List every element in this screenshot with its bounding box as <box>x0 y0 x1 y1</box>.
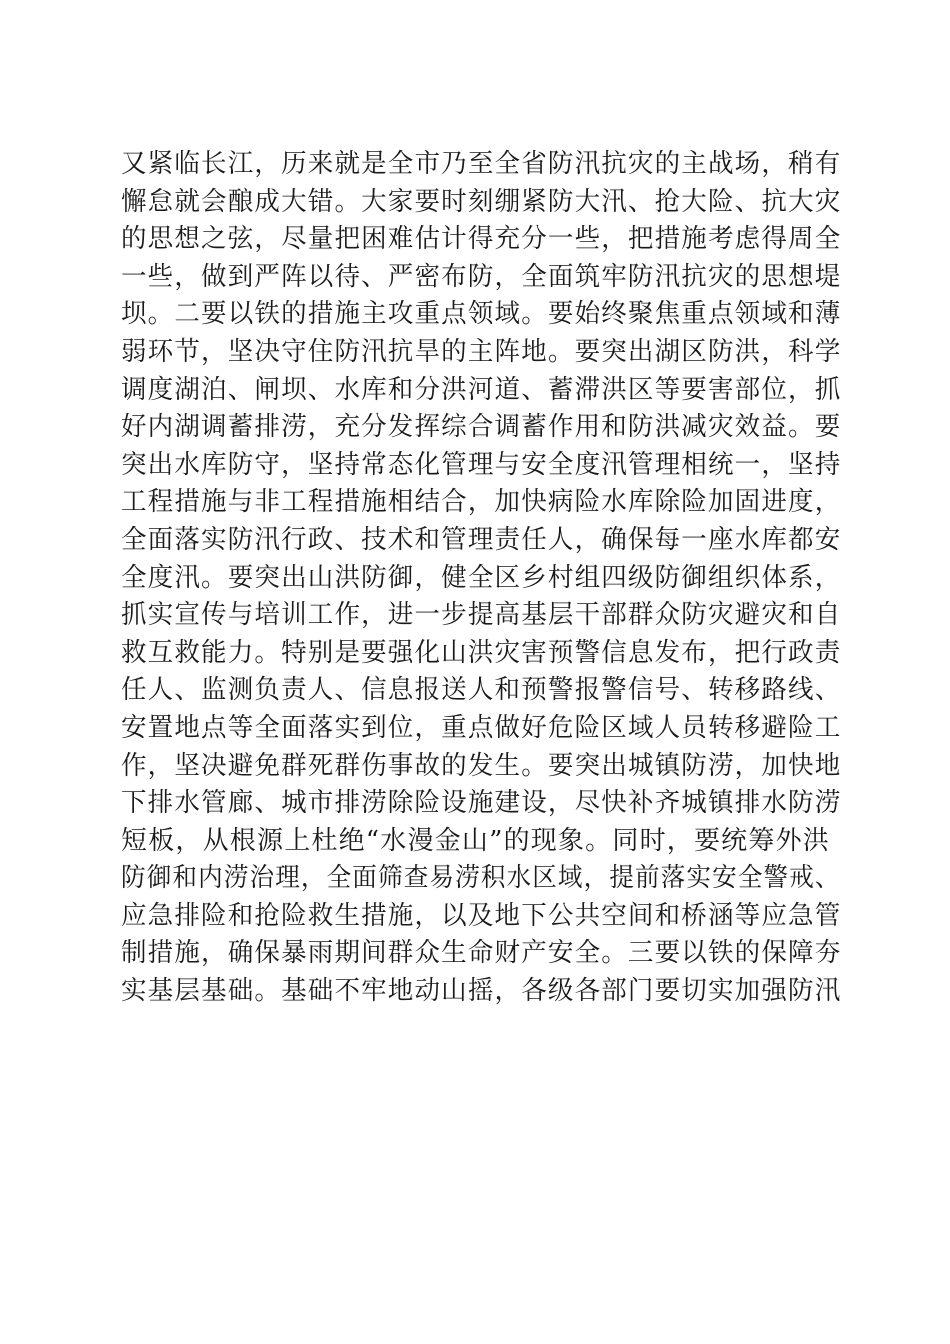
text-line: 防御和内涝治理，全面筛查易涝积水区域，提前落实安全警戒、 <box>121 863 841 894</box>
text-line: 实基层基础。基础不牢地动山摇，各级各部门要切实加强防汛 <box>121 976 842 1007</box>
text-line: 调度湖泊、闸坝、水库和分洪河道、蓄滞洪区等要害部位，抓 <box>121 374 842 405</box>
text-line: 一些，做到严阵以待、严密布防，全面筑牢防汛抗灾的思想堤 <box>121 261 842 292</box>
text-line: 懈怠就会酿成大错。大家要时刻绷紧防大汛、抢大险、抗大灾 <box>121 186 842 217</box>
text-line: 突出水库防守，坚持常态化管理与安全度汛管理相统一，坚持 <box>121 449 842 480</box>
text-line: 弱环节，坚决守住防汛抗旱的主阵地。要突出湖区防洪，科学 <box>121 336 842 367</box>
text-line: 的思想之弦，尽量把困难估计得充分一些，把措施考虑得周全 <box>121 224 842 255</box>
body-text <box>121 146 842 1011</box>
text-line: 作，坚决避免群死群伤事故的发生。要突出城镇防涝，加快地 <box>121 750 842 781</box>
text-line: 短板，从根源上杜绝“水漫金山”的现象。同时，要统筹外洪 <box>121 825 830 856</box>
text-line: 任人、监测负责人、信息报送人和预警报警信号、转移路线、 <box>121 675 842 706</box>
text-line: 安置地点等全面落实到位，重点做好危险区域人员转移避险工 <box>121 712 842 743</box>
text-line: 下排水管廊、城市排涝除险设施建设，尽快补齐城镇排水防涝 <box>121 788 842 819</box>
text-line: 制措施，确保暴雨期间群众生命财产安全。三要以铁的保障夯 <box>121 938 842 969</box>
text-line: 抓实宣传与培训工作，进一步提高基层干部群众防灾避灾和自 <box>121 600 842 631</box>
text-line: 工程措施与非工程措施相结合，加快病险水库除险加固进度， <box>121 487 842 518</box>
text-line: 坝。二要以铁的措施主攻重点领域。要始终聚焦重点领域和薄 <box>121 299 842 330</box>
text-line: 全度汛。要突出山洪防御，健全区乡村组四级防御组织体系， <box>121 562 842 593</box>
text-line: 救互救能力。特别是要强化山洪灾害预警信息发布，把行政责 <box>121 637 842 668</box>
text-line: 全面落实防汛行政、技术和管理责任人，确保每一座水库都安 <box>121 524 842 555</box>
text-line: 好内湖调蓄排涝，充分发挥综合调蓄作用和防洪减灾效益。要 <box>121 412 842 443</box>
text-line: 应急排险和抢险救生措施，以及地下公共空间和桥涵等应急管 <box>121 900 842 931</box>
text-line: 又紧临长江，历来就是全市乃至全省防汛抗灾的主战场，稍有 <box>121 149 842 179</box>
